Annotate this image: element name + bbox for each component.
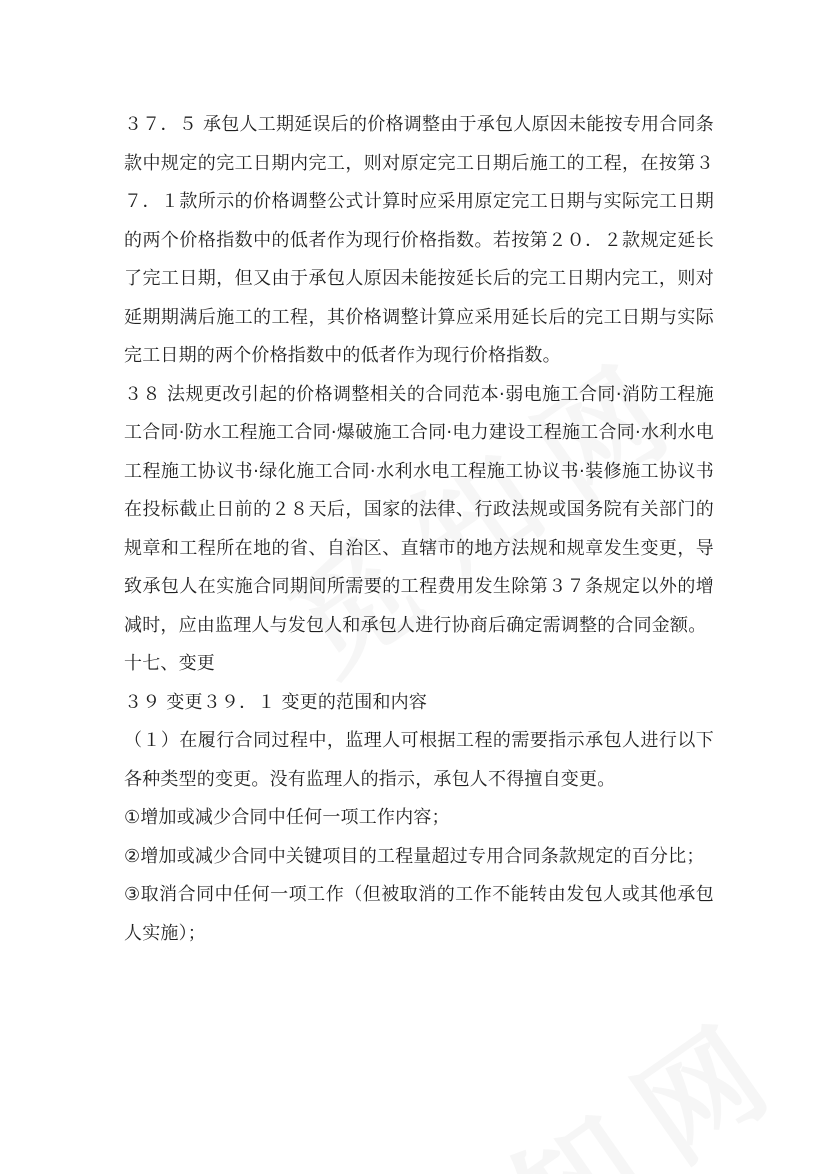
- document-body: [124, 106, 714, 953]
- paragraph-39-1-1: （１）在履行合同过程中，监理人可根据工程的需要指示承包人进行以下各种类型的变更。没有监理人的指示，承包人不得擅自变更。: [124, 730, 714, 790]
- section-heading-17: 十七、变更: [124, 653, 215, 674]
- paragraph-37-5: ３７．５ 承包人工期延误后的价格调整由于承包人原因未能按专用合同条款中规定的完工日期内完工，则对原定完工日期后施工的工程，在按第３７．１款所示的价格调整公式计算时应采用原定完工日期与实际完工日期的两个价格指数中的低者作为现行价格指数。若按第２０．２款规定延长了完工日期，但又由于承包人原因未能按延长后的完工日期内完工，则对延期期满后施工的工程，其价格调整计算应采用延长后的完工日期与实际完工日期的两个价格指数中的低者作为现行价格指数。: [124, 114, 714, 366]
- paragraph-39-1: ３９ 变更３９．１ 变更的范围和内容: [124, 691, 428, 713]
- list-item-2: ②增加或减少合同中关键项目的工程量超过专用合同条款规定的百分比；: [124, 845, 705, 867]
- list-item-1: ①增加或减少合同中任何一项工作内容；: [124, 807, 450, 828]
- watermark-text: [351, 966, 818, 1174]
- paragraph-38: ３８ 法规更改引起的价格调整相关的合同范本·弱电施工合同·消防工程施工合同·防水工程施工合同·爆破施工合同·电力建设工程施工合同·水利水电工程施工协议书·绿化施工合同·水利水电工程施工协议书·装修施工协议书在投标截止日前的２８天后，国家的法律、行政法规或国务院有关部门的规章和工程所在地的省、自治区、直辖市的地方法规和规章发生变更，导致承包人在实施合同期间所需要的工程费用发生除第３７条规定以外的增减时，应由监理人与发包人和承包人进行协商后确定需调整的合同金额。: [124, 383, 714, 636]
- list-item-3: ③取消合同中任何一项工作（但被取消的工作不能转由发包人或其他承包人实施）；: [124, 884, 714, 944]
